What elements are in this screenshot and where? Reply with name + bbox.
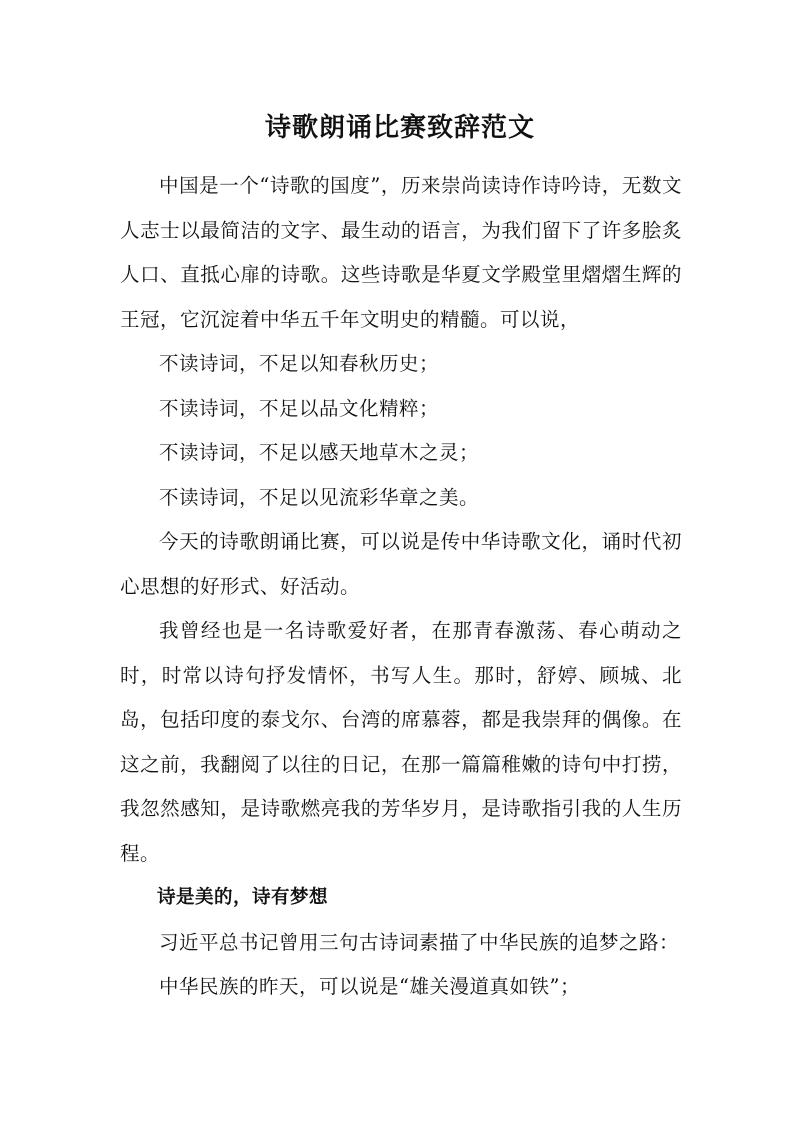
paragraph-verse-3: 不读诗词，不足以感天地草木之灵；	[159, 441, 480, 464]
paragraph-verse-4: 不读诗词，不足以见流彩华章之美。	[159, 485, 480, 509]
document-body	[120, 164, 682, 1010]
paragraph-dream-road: 习近平总书记曾用三句古诗词素描了中华民族的追梦之路：	[159, 930, 680, 954]
document-title: 诗歌朗诵比赛致辞范文	[264, 113, 535, 143]
paragraph-memory: 我曾经也是一名诗歌爱好者，在那青春激荡、春心萌动之时，时常以诗句抒发情怀，书写人生。那时，舒婷、顾城、北岛，包括印度的泰戈尔、台湾的席慕蓉，都是我崇拜的偶像。在这之前，我翻阅了以往的日记，在那一篇篇稚嫩的诗句中打捞，我忽然感知，是诗歌燃亮我的芳华岁月，是诗歌指引我的人生历程。	[120, 619, 682, 865]
paragraph-verse-1: 不读诗词，不足以知春秋历史；	[159, 352, 440, 375]
paragraph-yesterday: 中华民族的昨天，可以说是“雄关漫道真如铁”；	[159, 975, 580, 998]
paragraph-today: 今天的诗歌朗诵比赛，可以说是传中华诗歌文化，诵时代初心思想的好形式、好活动。	[120, 530, 682, 598]
section-heading: 诗是美的，诗有梦想	[157, 887, 329, 908]
paragraph-intro: 中国是一个“诗歌的国度”，历来崇尚读诗作诗吟诗，无数文人志士以最简洁的文字、最生动的语言，为我们留下了许多脍炙人口、直抵心扉的诗歌。这些诗歌是华夏文学殿堂里熠熠生辉的王冠，它沉淀着中华五千年文明史的精髓。可以说，	[120, 174, 682, 331]
paragraph-verse-2: 不读诗词，不足以品文化精粹；	[159, 396, 440, 420]
